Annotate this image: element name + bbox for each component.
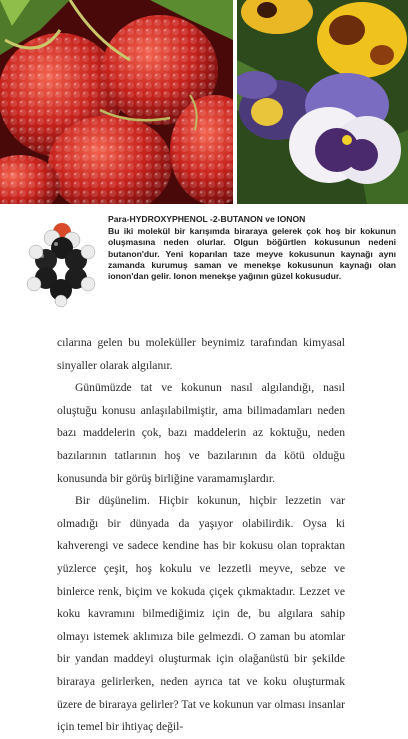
caption-body: Bu iki molekül bir karışımda biraraya gelerek çok hoş bir kokunun oluşmasına neden olurlar. Olgun böğürtlen kokusunun nedeni butanon'dur. Yeni koparılan taze meyve kokusunun kaynağı aynı zamanda kurumuş saman ve menekşe kokusunun kaynağı olan ionon'dan gelir. Ionon menekşe yağının güzel kokusudur. [108, 226, 396, 282]
molecule-illustration [24, 218, 96, 308]
molecule-model-image [24, 218, 96, 308]
pansy-illustration [237, 0, 408, 204]
raspberry-illustration [0, 0, 233, 204]
paragraph: cılarına gelen bu moleküller beynimiz tarafından kimyasal sinyaller olarak algılanır. [57, 336, 345, 372]
paragraph: Bir düşünelim. Hiçbir kokunun, hiçbir lezzetin var olmadığı bir dünyada da yaşıyor olabilirdik. Oysa ki kahverengi ve sadece kendine has bir kokusu olan topraktan yüzlerce çeşit, hoş kokulu ve lezzetli meyve, sebze ve binlerce renk, biçim ve kokuda çiçek çıkmaktadır. Lezzet ve koku kavramını bilmediğimiz için de, bu algılara sahip olmayı istemek aklımıza bile gelmezdi. O zaman bu atomlar bir yandan maddeyi oluşturmak için olağanüstü bir şekilde biraraya gelirlerken, neden ayrıca tat ve koku oluşturmak üzere de biraraya gelirler? Tat ve kokunun var olması insanlar için temel bir ihtiyaç değil- [57, 494, 345, 734]
caption-title: Para-HYDROXYPHENOL -2-BUTANON ve IONON [108, 214, 306, 224]
figure-caption [108, 214, 396, 282]
pansy-photo [237, 0, 408, 204]
raspberry-photo [0, 0, 233, 204]
article-body [57, 332, 345, 739]
paragraph: Günümüzde tat ve kokunun nasıl algılandığı, nasıl oluştuğu konusu anlaşılabilmiştir, ama bilimadamları neden bazı maddelerin çok, bazı maddelerin az koktuğu, neden bazılarının tatlarının hoş ve bazılarının da kötü olduğu konusunda bir görüş birliğine varamamışlardır. [57, 381, 345, 485]
